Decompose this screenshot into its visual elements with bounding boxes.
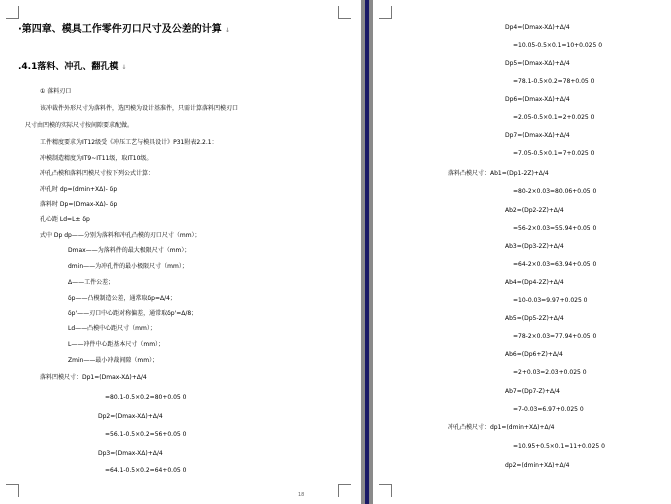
text-line: 尺寸由凹模的实际尺寸按间隙要求配做。: [25, 122, 134, 129]
formula-line: Dp7=(Dmax-XΔ)+Δ/4: [505, 132, 570, 139]
formula-line: Ab4=(Dp4-2Z)+Δ/4: [505, 279, 564, 286]
formula-line: Ab3=(Dp3-2Z)+Δ/4: [505, 243, 564, 250]
text-line: 冲孔凸模和落料凹模尺寸按下列公式计算：: [40, 170, 155, 177]
definition-line: Zmin——最小冲裁间隙（mm）；: [68, 357, 159, 364]
formula-line: =56.1-0.5×0.2=56+0.05 0: [105, 431, 187, 438]
formula-line: Dp3=(Dmax-XΔ)+Δ/4: [98, 450, 163, 457]
formula-line: =10-0.03=9.97+0.025 0: [513, 297, 588, 304]
formula-line: =10.05-0.5×0.1=10+0.025 0: [513, 42, 603, 49]
formula-line: =2+0.03=2.03+0.025 0: [513, 369, 587, 376]
formula-line: 落料凸模尺寸：Ab1=(Dp1-2Z)+Δ/4: [448, 170, 549, 177]
formula-line: Dp2=(Dmax-XΔ)+Δ/4: [98, 413, 163, 420]
formula-line: =7-0.03=6.97+0.025 0: [513, 406, 584, 413]
formula-line: =56-2×0.03=55.94+0.05 0: [513, 225, 597, 232]
crop-mark-bottom-left: [6, 484, 19, 497]
definition-line: δp——凸模制造公差，通常取δp=Δ/4；: [68, 295, 176, 302]
crop-mark-top-left: [6, 6, 19, 19]
formula-line: Dp6=(Dmax-XΔ)+Δ/4: [505, 96, 570, 103]
text-line: 工件精度要求为IT12级受《冲压工艺与模具设计》P31附表2.2.1：: [40, 139, 218, 146]
page-separator: [361, 0, 373, 504]
formula-line: =7.05-0.5×0.1=7+0.025 0: [513, 150, 595, 157]
text-line: ① 落料刃口: [40, 88, 72, 95]
formula-line: 冲孔时 dp=(dmin+XΔ)- δp: [40, 186, 118, 193]
page-number: 18: [298, 492, 305, 498]
crop-mark-top-left: [379, 6, 392, 19]
formula-line: Ab6=(Dp6+Z)+Δ/4: [505, 351, 563, 358]
formula-line: 落料时 Dp=(Dmax-XΔ)- δp: [40, 201, 118, 208]
formula-line: dp2=(dmin+XΔ)+Δ/4: [505, 462, 570, 469]
text-line: 该冲裁件外形尺寸为落料件，选凹模为设计基准件，只需计算落料凹模刃口: [40, 105, 239, 112]
definition-line: δp'——刃口中心距对称偏差，通常取δp'=Δ/8；: [68, 310, 198, 317]
formula-line: =64.1-0.5×0.2=64+0.05 0: [105, 467, 187, 474]
definition-line: Δ——工件公差；: [68, 279, 115, 286]
formula-line: Ab7=(Dp7-Z)+Δ/4: [505, 388, 560, 395]
chapter-title: ·第四章、模具工作零件刃口尺寸及公差的计算 ↓: [18, 24, 230, 35]
formula-line: =78.1-0.5×0.2=78+0.05 0: [513, 78, 595, 85]
formula-line: =10.95+0.5×0.1=11+0.025 0: [513, 443, 605, 450]
formula-line: Ab2=(Dp2-2Z)+Δ/4: [505, 207, 564, 214]
definition-line: L——冲件中心距基本尺寸（mm）；: [68, 341, 165, 348]
formula-line: =2.05-0.5×0.1=2+0.025 0: [513, 114, 595, 121]
formula-line: 冲孔凸模尺寸：dp1=(dmin+XΔ)+Δ/4: [448, 424, 555, 431]
formula-line: 落料凹模尺寸：Dp1=(Dmax-XΔ)+Δ/4: [40, 374, 147, 381]
definition-line: dmin——为冲孔件的最小极限尺寸（mm）；: [68, 263, 188, 270]
formula-line: Dp4=(Dmax-XΔ)+Δ/4: [505, 24, 570, 31]
formula-line: 孔心距 Ld=L± δp: [40, 216, 90, 223]
formula-line: Dp5=(Dmax-XΔ)+Δ/4: [505, 60, 570, 67]
formula-line: =64-2×0.03=63.94+0.05 0: [513, 261, 597, 268]
formula-line: Ab5=(Dp5-2Z)+Δ/4: [505, 315, 564, 322]
crop-mark-bottom-left: [379, 484, 392, 497]
crop-mark-bottom-right: [338, 484, 351, 497]
formula-line: =80.1-0.5×0.2=80+0.05 0: [105, 394, 187, 401]
definition-line: Dmax——为落料件的最大极限尺寸（mm）；: [68, 247, 191, 254]
definition-line: Ld——凸模中心距尺寸（mm）；: [68, 325, 156, 332]
crop-mark-top-right: [338, 6, 351, 19]
formula-line: =80-2×0.03=80.06+0.05 0: [513, 188, 597, 195]
section-title: .4.1落料、冲孔、翻孔模 ↓: [18, 62, 127, 72]
text-line: 冲模制造精度为IT9~IT11级，取IT10级。: [40, 155, 153, 162]
definition-line: 式中 Dp dp——分别为落料和冲孔凸模的刃口尺寸（mm）；: [40, 232, 201, 239]
formula-line: =78-2×0.03=77.94+0.05 0: [513, 333, 597, 340]
document-page-right: [373, 0, 671, 504]
